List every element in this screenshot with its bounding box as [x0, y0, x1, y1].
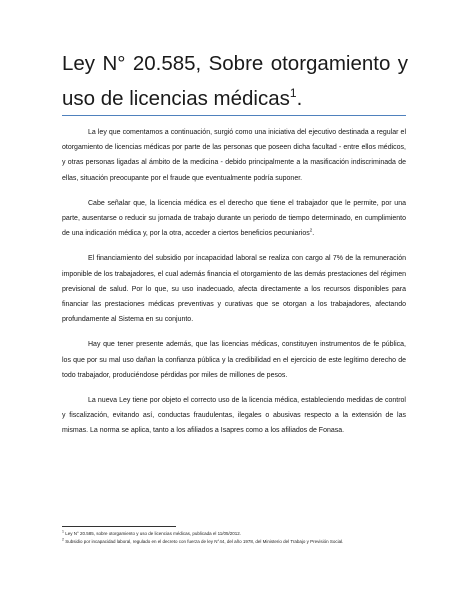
paragraph-text: La ley que comentamos a continuación, surgió como una iniciativa del ejecutivo destinada a regular el otorgamiento de licencias médicas por parte de las personas que poseen dicha facultad - entre ellos médicos, y otras personas ligadas al ámbito de la medicina - debido principalmente a la masificación indiscriminada de ellas, situación preocupante por el fraude que eventualmente podría suponer.	[62, 129, 406, 182]
document-body	[62, 125, 406, 449]
footnote-ref[interactable]: 2	[309, 227, 313, 233]
footnote-text: Ley N° 20.585, sobre otorgamiento y uso de licencias médicas, publicada el 11/05/2012.	[63, 531, 242, 536]
paragraph	[62, 393, 406, 439]
page-title	[62, 46, 408, 116]
paragraph-text: El financiamiento del subsidio por incapacidad laboral se realiza con cargo al 7% de la remuneración imponible de los trabajadores, el cual además financia el otorgamiento de las demás prestaciones del régimen previsional de salud. Por lo que, su uso inadecuado, afecta directamente a los recursos disponibles para financiar las prestaciones médicas preventivas y curativas que se otorgan a los trabajadores, afectando profundamente al Sistema en su conjunto.	[62, 255, 406, 324]
paragraph-trailing: .	[312, 230, 315, 238]
footnote-number: 2	[62, 537, 64, 542]
paragraph	[62, 196, 406, 242]
paragraph	[62, 125, 406, 186]
title-footnote-ref[interactable]: 1	[289, 86, 297, 101]
paragraph-text: Hay que tener presente además, que las licencias médicas, constituyen instrumentos de fe pública, los que por su mal uso dañan la confianza pública y la credibilidad en el ejercicio de este legítimo derecho de todo trabajador, produciéndose pérdidas por miles de millones de pesos.	[62, 341, 406, 379]
footnote-text: Subsidio por incapacidad laboral, regulado en el decreto con fuerza de ley N°44, del año 1978, del Ministerio del Trabajo y Previsión Social.	[63, 539, 344, 545]
footnote	[62, 530, 408, 537]
footnotes	[62, 530, 408, 547]
footnote-number: 1	[62, 529, 64, 534]
title-text: Ley N° 20.585, Sobre otorgamiento y uso de licencias médicas	[62, 52, 408, 110]
footnote-divider	[62, 526, 176, 527]
paragraph	[62, 251, 406, 327]
paragraph-text: Cabe señalar que, la licencia médica es el derecho que tiene el trabajador que le permite, por una parte, ausentarse o reducir su jornada de trabajo durante un periodo de tiempo determinado, en cumplimiento de una indicación médica y, por la otra, acceder a ciertos beneficios pecuniarios	[62, 199, 406, 238]
paragraph-text: La nueva Ley tiene por objeto el correcto uso de la licencia médica, estableciendo medidas de control y fiscalización, evitando así, conductas fraudulentas, ilegales o abusivas respecto a la extensión de las mismas. La norma se aplica, tanto a los afiliados a Isapres como a los afiliados de Fonasa.	[62, 397, 406, 435]
title-divider	[62, 115, 406, 116]
footnote	[62, 538, 408, 545]
title-period: .	[296, 87, 303, 110]
paragraph	[62, 337, 406, 383]
